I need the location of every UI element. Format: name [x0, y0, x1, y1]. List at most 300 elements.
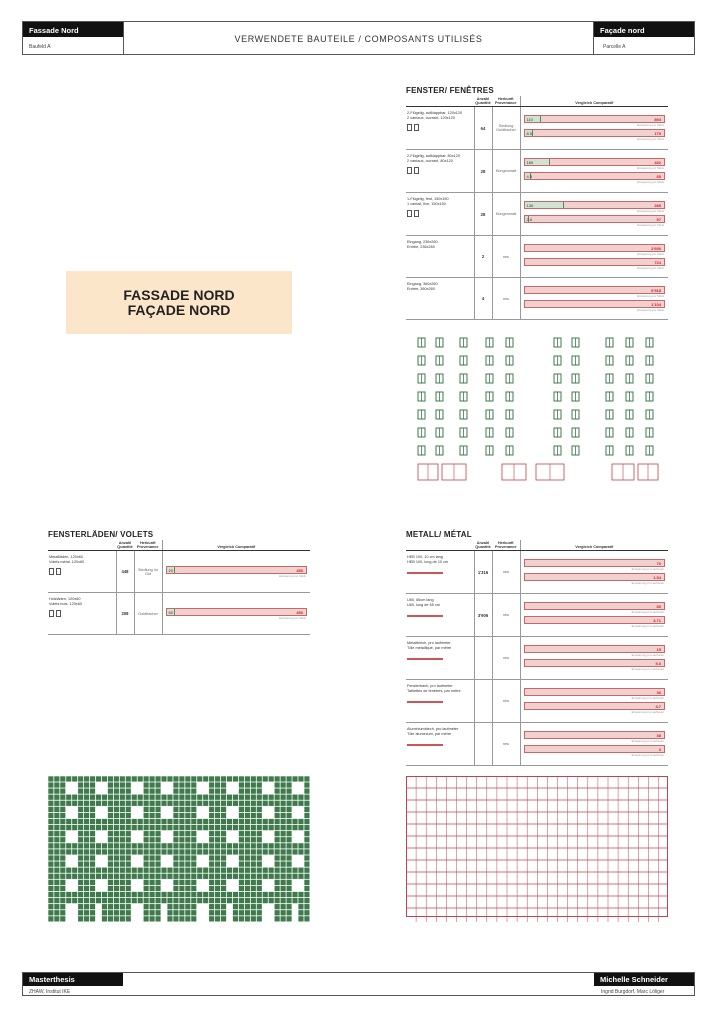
shutter-cell: [239, 837, 244, 842]
shutter-cell: [90, 861, 95, 866]
shutter-cell: [209, 874, 214, 879]
shutter-cell: [185, 837, 190, 842]
component-name: Aluminiumblech, pro laufmeter Tôle aluminium, par mètre: [406, 723, 474, 766]
shutter-cell: [257, 813, 262, 818]
shutter-cell: [60, 849, 65, 854]
table-row: [406, 723, 668, 766]
shutter-cell: [48, 886, 53, 891]
shutter-cell: [233, 776, 238, 781]
shutter-cell: [72, 874, 77, 879]
shutter-cell: [203, 868, 208, 873]
window: [626, 446, 633, 455]
shutter-cell: [263, 868, 268, 873]
component-name: 2-Flügelig, aufklappbar, 120x120 2 vantaux, ouvrant, 120x120: [406, 107, 474, 150]
shutter-cell: [54, 849, 59, 854]
header: [22, 21, 695, 55]
shutter-cell: [191, 831, 196, 836]
shutter-cell: [102, 916, 107, 921]
shutter-cell: [150, 880, 155, 885]
shutter-cell: [191, 825, 196, 830]
bar-caption: Einsparung pro Stück: [637, 166, 664, 170]
shutter-cell: [251, 868, 256, 873]
shutter-cell: [144, 825, 149, 830]
shutter-cell: [144, 813, 149, 818]
shutter-cell: [233, 892, 238, 897]
window: [626, 392, 633, 401]
window: [460, 410, 467, 419]
window-icon: [49, 568, 115, 577]
shutter-cell: [233, 910, 238, 915]
shutter-cell: [281, 868, 286, 873]
shutter-cell: [60, 892, 65, 897]
shutter-cell: [269, 874, 274, 879]
shutter-cell: [173, 837, 178, 842]
shutter-cell: [281, 892, 286, 897]
shutter-cell: [132, 795, 137, 800]
header-right-title: Façade nord: [594, 22, 694, 37]
shutter-cell: [179, 874, 184, 879]
shutter-cell: [161, 874, 166, 879]
col-comp: Vergleich Comparatif: [162, 540, 310, 551]
shutter-cell: [72, 825, 77, 830]
shutter-cell: [90, 843, 95, 848]
shutter-cell: [221, 886, 226, 891]
shutter-cell: [150, 892, 155, 897]
shutter-cell: [108, 819, 113, 824]
shutter-cell: [239, 782, 244, 787]
shutter-cell: [132, 868, 137, 873]
shutter-cell: [114, 880, 119, 885]
shutter-cell: [84, 886, 89, 891]
shutter-cell: [209, 801, 214, 806]
window: [418, 338, 425, 347]
shutter-cell: [120, 904, 125, 909]
shutter-cell: [281, 916, 286, 921]
shutter-cell: [132, 843, 137, 848]
shutter-cell: [144, 898, 149, 903]
shutter-cell: [144, 892, 149, 897]
shutter-cell: [60, 788, 65, 793]
window: [606, 446, 613, 455]
shutter-cell: [269, 801, 274, 806]
shutter-cell: [179, 831, 184, 836]
shutter-cell: [138, 801, 143, 806]
new-value: 85: [656, 174, 661, 179]
shutter-cell: [54, 843, 59, 848]
bar-caption: Einsparung pro Stück: [637, 251, 664, 256]
new-value: 3.71: [653, 618, 661, 623]
new-value: 450: [296, 567, 303, 573]
shutter-cell: [126, 868, 131, 873]
shutter-cell: [227, 776, 232, 781]
reuse-value: 4.5: [526, 174, 533, 179]
shutter-cell: [298, 868, 303, 873]
shutter-cell: [72, 849, 77, 854]
shutter-cell: [221, 788, 226, 793]
new-value: 2'690: [651, 245, 661, 251]
shutter-cell: [215, 874, 220, 879]
shutter-cell: [263, 801, 268, 806]
shutter-cell: [298, 825, 303, 830]
shutter-cell: [179, 795, 184, 800]
header-right-sub: Parcelle A: [603, 44, 626, 50]
shutter-cell: [197, 874, 202, 879]
shutter-cell: [66, 868, 71, 873]
shutter-cell: [281, 813, 286, 818]
shutter-cell: [286, 788, 291, 793]
new-value: 15: [656, 647, 661, 652]
shutter-cell: [132, 898, 137, 903]
shutter-cell: [144, 910, 149, 915]
comparison-bar: [166, 566, 308, 574]
shutter-cell: [227, 795, 232, 800]
shutter-cell: [221, 861, 226, 866]
provenance: neu: [492, 637, 520, 680]
shutter-cell: [114, 813, 119, 818]
shutter-cell: [144, 788, 149, 793]
shutter-cell: [304, 807, 309, 812]
shutter-cell: [304, 855, 309, 860]
shutter-cell: [179, 825, 184, 830]
shutter-cell: [215, 819, 220, 824]
shutter-cell: [96, 868, 101, 873]
shutter-cell: [215, 861, 220, 866]
shutter-cell: [126, 904, 131, 909]
shutter-cell: [120, 795, 125, 800]
shutter-cell: [281, 825, 286, 830]
door: [418, 464, 438, 480]
shutter-cell: [245, 825, 250, 830]
shutter-cell: [84, 782, 89, 787]
window: [626, 356, 633, 365]
shutter-cell: [245, 776, 250, 781]
shutter-cell: [120, 898, 125, 903]
shutter-cell: [209, 861, 214, 866]
shutter-cell: [144, 807, 149, 812]
shutter-cell: [108, 788, 113, 793]
shutter-cell: [191, 795, 196, 800]
shutter-cell: [48, 910, 53, 915]
bar-caption: Einsparung pro Stück: [637, 209, 664, 213]
shutter-cell: [304, 861, 309, 866]
shutter-cell: [292, 868, 297, 873]
shutter-cell: [304, 795, 309, 800]
shutter-cell: [150, 849, 155, 854]
shutter-cell: [114, 819, 119, 824]
comparison-bar: [524, 616, 666, 624]
shutter-cell: [209, 837, 214, 842]
shutter-cell: [215, 886, 220, 891]
shutter-cell: [286, 819, 291, 824]
shutter-cell: [150, 910, 155, 915]
shutter-cell: [281, 782, 286, 787]
volets-table: [48, 540, 310, 635]
window: [572, 356, 579, 365]
shutter-cell: [179, 904, 184, 909]
shutter-cell: [281, 819, 286, 824]
shutter-cell: [292, 819, 297, 824]
shutter-cell: [161, 795, 166, 800]
shutter-cell: [286, 795, 291, 800]
shutter-cell: [185, 916, 190, 921]
shutter-cell: [239, 831, 244, 836]
door: [536, 464, 564, 480]
shutter-cell: [233, 868, 238, 873]
shutter-cell: [304, 788, 309, 793]
shutter-cell: [179, 849, 184, 854]
shutter-cell: [90, 898, 95, 903]
shutter-cell: [215, 868, 220, 873]
shutter-cell: [197, 849, 202, 854]
shutter-cell: [155, 795, 160, 800]
shutter-cell: [292, 776, 297, 781]
shutter-cell: [167, 849, 172, 854]
shutter-cell: [167, 868, 172, 873]
shutter-cell: [138, 776, 143, 781]
shutter-cell: [298, 776, 303, 781]
shutter-cell: [275, 837, 280, 842]
profile-icon: [407, 744, 443, 746]
shutter-cell: [96, 843, 101, 848]
fenster-title: FENSTER/ FENÊTRES: [406, 86, 494, 95]
window: [436, 356, 443, 365]
shutter-cell: [144, 831, 149, 836]
shutter-cell: [132, 874, 137, 879]
shutter-cell: [185, 843, 190, 848]
shutter-cell: [60, 813, 65, 818]
window-icon: [49, 610, 115, 619]
bar-caption: Einsparung pro Laufmeter: [631, 667, 664, 671]
shutter-cell: [84, 807, 89, 812]
shutter-cell: [239, 874, 244, 879]
shutter-cell: [215, 813, 220, 818]
shutter-cell: [209, 813, 214, 818]
comparison-bar: [524, 745, 666, 753]
col-prov: Herkunft Provenance: [492, 96, 520, 107]
reuse-value: 130: [526, 203, 534, 208]
shutter-cell: [66, 843, 71, 848]
shutter-cell: [209, 795, 214, 800]
shutter-cell: [275, 910, 280, 915]
shutter-cell: [257, 801, 262, 806]
shutter-cell: [275, 868, 280, 873]
shutter-cell: [90, 825, 95, 830]
shutter-cell: [221, 898, 226, 903]
shutter-cell: [269, 898, 274, 903]
shutter-cell: [90, 855, 95, 860]
shutter-cell: [286, 868, 291, 873]
shutter-cell: [281, 910, 286, 915]
shutter-cell: [215, 788, 220, 793]
shutter-cell: [239, 819, 244, 824]
shutter-cell: [173, 776, 178, 781]
shutter-cell: [167, 916, 172, 921]
shutter-cell: [179, 910, 184, 915]
shutter-cell: [239, 776, 244, 781]
shutter-cell: [179, 776, 184, 781]
shutter-cell: [281, 837, 286, 842]
shutter-cell: [132, 825, 137, 830]
window: [506, 374, 513, 383]
shutter-cell: [72, 801, 77, 806]
shutter-cell: [304, 837, 309, 842]
shutter-cell: [304, 892, 309, 897]
shutter-cell: [173, 849, 178, 854]
shutter-cell: [304, 825, 309, 830]
shutter-cell: [173, 892, 178, 897]
shutter-cell: [298, 819, 303, 824]
shutter-cell: [286, 855, 291, 860]
shutter-cell: [191, 782, 196, 787]
shutter-cell: [239, 880, 244, 885]
shutter-cell: [179, 819, 184, 824]
shutter-cell: [304, 910, 309, 915]
shutter-cell: [263, 795, 268, 800]
shutter-cell: [239, 892, 244, 897]
banner-line-2: FAÇADE NORD: [127, 302, 231, 318]
shutter-cell: [227, 825, 232, 830]
shutter-cell: [197, 868, 202, 873]
shutter-cell: [257, 861, 262, 866]
shutter-cell: [215, 910, 220, 915]
shutter-cell: [102, 898, 107, 903]
shutter-cell: [209, 825, 214, 830]
table-row: [406, 551, 668, 594]
comparison-bar: [524, 258, 666, 266]
shutter-cell: [209, 910, 214, 915]
shutter-cell: [114, 831, 119, 836]
shutter-cell: [221, 795, 226, 800]
component-name: HEB 100, 10 cm lang HEB 100, long de 10 cm: [406, 551, 474, 594]
shutter-cell: [114, 782, 119, 787]
shutter-cell: [144, 886, 149, 891]
shutter-cell: [66, 874, 71, 879]
shutter-cell: [60, 855, 65, 860]
shutter-cell: [251, 849, 256, 854]
shutter-cell: [292, 843, 297, 848]
shutter-cell: [239, 868, 244, 873]
shutter-cell: [304, 849, 309, 854]
new-value: 36: [656, 690, 661, 695]
shutter-cell: [48, 861, 53, 866]
shutter-cell: [66, 776, 71, 781]
window-icon: [407, 210, 473, 219]
shutter-cell: [257, 843, 262, 848]
shutter-cell: [179, 880, 184, 885]
window: [626, 338, 633, 347]
component-name: Eingang, 360x260 Entrée, 360x260: [406, 278, 474, 320]
shutter-cell: [78, 807, 83, 812]
shutter-cell: [144, 843, 149, 848]
shutter-cell: [48, 813, 53, 818]
window: [572, 410, 579, 419]
shutter-cell: [167, 801, 172, 806]
shutter-cell: [54, 819, 59, 824]
shutter-cell: [281, 801, 286, 806]
shutter-cell: [209, 868, 214, 873]
shutter-cell: [114, 837, 119, 842]
shutter-cell: [102, 892, 107, 897]
shutter-cell: [150, 825, 155, 830]
shutter-cell: [251, 831, 256, 836]
shutter-cell: [298, 910, 303, 915]
quantity: 28: [474, 150, 492, 193]
shutter-cell: [150, 782, 155, 787]
shutter-cell: [191, 819, 196, 824]
shutter-cell: [84, 788, 89, 793]
shutter-cell: [209, 819, 214, 824]
window: [436, 446, 443, 455]
shutter-cell: [275, 795, 280, 800]
reuse-value: 2.6: [526, 217, 533, 222]
shutter-cell: [221, 874, 226, 879]
shutter-cell: [102, 874, 107, 879]
shutter-cell: [167, 819, 172, 824]
window: [606, 338, 613, 347]
shutter-cell: [102, 795, 107, 800]
shutter-cell: [179, 886, 184, 891]
shutter-cell: [161, 819, 166, 824]
profile-icon: [407, 658, 443, 660]
shutter-cell: [191, 892, 196, 897]
shutter-cell: [48, 843, 53, 848]
shutter-cell: [167, 898, 172, 903]
shutter-cell: [173, 825, 178, 830]
shutter-cell: [173, 843, 178, 848]
shutter-cell: [54, 782, 59, 787]
shutter-cell: [84, 880, 89, 885]
shutter-cell: [54, 880, 59, 885]
shutter-cell: [150, 837, 155, 842]
shutter-cell: [221, 813, 226, 818]
shutter-cell: [263, 892, 268, 897]
table-row: [48, 551, 310, 593]
shutter-cell: [48, 801, 53, 806]
shutter-cell: [286, 880, 291, 885]
bar-caption: Einsparung pro Laufmeter: [631, 696, 664, 700]
shutter-cell: [251, 782, 256, 787]
shutter-cell: [78, 843, 83, 848]
shutter-cell: [275, 916, 280, 921]
shutter-cell: [215, 843, 220, 848]
shutter-cell: [173, 801, 178, 806]
shutter-cell: [257, 849, 262, 854]
shutter-cell: [144, 837, 149, 842]
shutter-cell: [275, 825, 280, 830]
shutter-cell: [203, 776, 208, 781]
shutter-cell: [221, 825, 226, 830]
shutter-cell: [132, 892, 137, 897]
shutter-cell: [102, 776, 107, 781]
shutter-cell: [108, 795, 113, 800]
shutter-cell: [155, 819, 160, 824]
header-left-sub: Baufeld A: [29, 44, 51, 50]
shutter-cell: [96, 819, 101, 824]
shutter-cell: [60, 910, 65, 915]
shutter-cell: [84, 849, 89, 854]
shutter-cell: [126, 788, 131, 793]
shutter-cell: [72, 795, 77, 800]
shutter-cell: [126, 819, 131, 824]
shutter-cell: [245, 782, 250, 787]
shutter-cell: [197, 776, 202, 781]
shutter-cell: [90, 801, 95, 806]
shutter-cell: [54, 776, 59, 781]
provenance: Siedlung Im Gut: [134, 551, 162, 593]
shutter-cell: [191, 874, 196, 879]
shutter-cell: [54, 855, 59, 860]
shutter-cell: [66, 795, 71, 800]
